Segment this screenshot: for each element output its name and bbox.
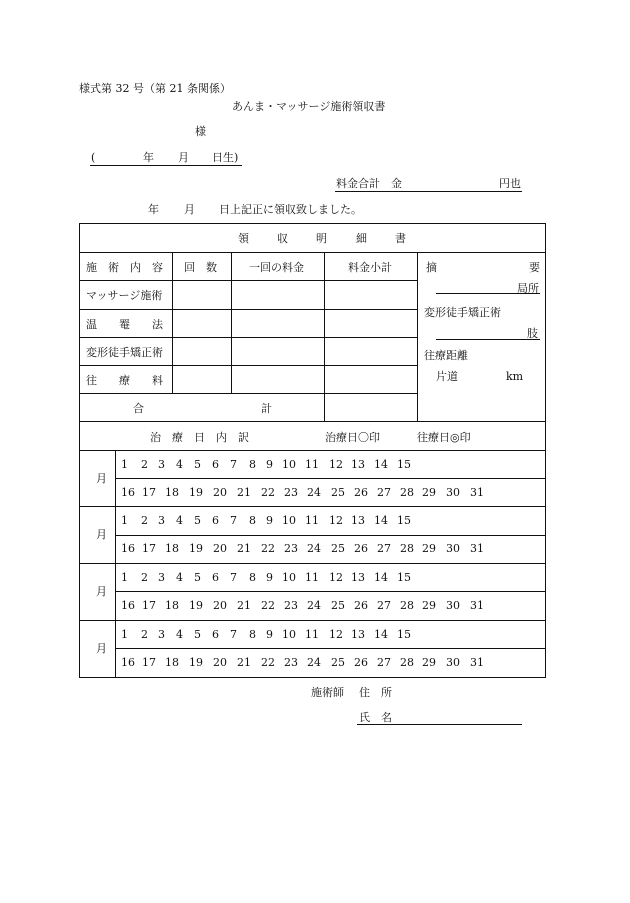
header-item: 施 術 内 容 [86, 261, 163, 274]
total-label-right: 計 [261, 402, 272, 415]
day-number[interactable]: 7 [230, 628, 237, 641]
day-number[interactable]: 19 [189, 542, 203, 555]
header-subtotal: 料金小計 [348, 261, 392, 274]
day-number[interactable]: 22 [261, 656, 275, 669]
day-number[interactable]: 29 [422, 656, 436, 669]
day-number[interactable]: 10 [282, 571, 296, 584]
day-number[interactable]: 12 [329, 458, 343, 471]
day-number[interactable]: 15 [397, 458, 411, 471]
day-number[interactable]: 20 [213, 599, 227, 612]
day-number[interactable]: 30 [446, 542, 460, 555]
total-label-left: 合 [133, 402, 144, 415]
day-number[interactable]: 16 [121, 542, 135, 555]
header-count: 回 数 [184, 261, 217, 274]
day-number[interactable]: 4 [176, 514, 183, 527]
header-remarks-left: 摘 [426, 261, 437, 274]
day-number[interactable]: 18 [165, 542, 179, 555]
day-number[interactable]: 22 [261, 486, 275, 499]
detail-title-char: 細 [356, 232, 367, 245]
day-number[interactable]: 24 [307, 656, 321, 669]
day-number[interactable]: 6 [212, 458, 219, 471]
day-number[interactable]: 3 [158, 514, 165, 527]
day-number[interactable]: 18 [165, 486, 179, 499]
day-number[interactable]: 6 [212, 628, 219, 641]
day-number[interactable]: 3 [158, 628, 165, 641]
addressee-suffix: 様 [195, 125, 206, 138]
table-line [80, 421, 545, 422]
day-number[interactable]: 14 [374, 628, 388, 641]
day-number[interactable]: 22 [261, 542, 275, 555]
received-month-label: 月 [184, 203, 195, 216]
day-number[interactable]: 31 [470, 599, 484, 612]
day-number[interactable]: 9 [266, 514, 273, 527]
detail-title-char: 領 [238, 232, 249, 245]
day-number[interactable]: 2 [141, 628, 148, 641]
day-number[interactable]: 17 [142, 656, 156, 669]
day-number[interactable]: 10 [282, 628, 296, 641]
table-line [115, 648, 545, 649]
day-number[interactable]: 20 [213, 656, 227, 669]
schedule-title: 治 療 日 内 訳 [150, 431, 249, 444]
day-number[interactable]: 1 [121, 458, 128, 471]
day-number[interactable]: 2 [141, 514, 148, 527]
day-number[interactable]: 12 [329, 571, 343, 584]
day-number[interactable]: 20 [213, 542, 227, 555]
day-number[interactable]: 3 [158, 571, 165, 584]
row-label-henkei: 変形徒手矯正術 [86, 346, 163, 359]
day-number[interactable]: 11 [305, 571, 319, 584]
day-number[interactable]: 18 [165, 599, 179, 612]
day-number[interactable]: 23 [284, 656, 298, 669]
day-number[interactable]: 2 [141, 571, 148, 584]
day-number[interactable]: 27 [377, 542, 391, 555]
day-number[interactable]: 6 [212, 571, 219, 584]
remarks-km: km [506, 370, 524, 383]
day-number[interactable]: 29 [422, 486, 436, 499]
day-number[interactable]: 25 [331, 656, 345, 669]
table-line [172, 252, 173, 393]
day-number[interactable]: 4 [176, 628, 183, 641]
table-line [80, 280, 417, 281]
day-number[interactable]: 27 [377, 486, 391, 499]
table-line [115, 591, 545, 592]
day-number[interactable]: 31 [470, 486, 484, 499]
day-number[interactable]: 12 [329, 514, 343, 527]
header-remarks-right: 要 [529, 261, 540, 274]
day-number[interactable]: 7 [230, 514, 237, 527]
day-number[interactable]: 5 [194, 628, 201, 641]
day-number[interactable]: 13 [351, 628, 365, 641]
fee-total-label: 料金合計 金 [336, 177, 402, 190]
day-number[interactable]: 24 [307, 542, 321, 555]
day-number[interactable]: 3 [158, 458, 165, 471]
practitioner-name-label: 氏 名 [359, 711, 392, 724]
day-number[interactable]: 26 [354, 656, 368, 669]
header-unit-fee: 一回の料金 [249, 261, 304, 274]
day-number[interactable]: 17 [142, 599, 156, 612]
day-number[interactable]: 15 [397, 571, 411, 584]
day-number[interactable]: 11 [305, 458, 319, 471]
detail-title-char: 明 [316, 232, 327, 245]
detail-title-char: 書 [395, 232, 406, 245]
day-number[interactable]: 8 [249, 628, 256, 641]
day-number[interactable]: 15 [397, 514, 411, 527]
month-label: 月 [96, 472, 107, 485]
table-line [115, 450, 116, 678]
day-number[interactable]: 29 [422, 599, 436, 612]
day-number[interactable]: 28 [400, 599, 414, 612]
day-number[interactable]: 27 [377, 656, 391, 669]
day-number[interactable]: 21 [237, 542, 251, 555]
fee-total-underline [335, 191, 522, 192]
day-number[interactable]: 8 [249, 458, 256, 471]
day-number[interactable]: 21 [237, 599, 251, 612]
day-number[interactable]: 16 [121, 656, 135, 669]
day-number[interactable]: 30 [446, 486, 460, 499]
day-number[interactable]: 8 [249, 514, 256, 527]
table-line [80, 309, 417, 310]
day-number[interactable]: 24 [307, 486, 321, 499]
form-number: 様式第 32 号（第 21 条関係） [79, 82, 231, 95]
table-line [80, 252, 545, 253]
day-number[interactable]: 1 [121, 514, 128, 527]
day-number[interactable]: 23 [284, 542, 298, 555]
day-number[interactable]: 22 [261, 599, 275, 612]
day-number[interactable]: 13 [351, 458, 365, 471]
day-number[interactable]: 5 [194, 571, 201, 584]
table-line [80, 337, 417, 338]
day-number[interactable]: 24 [307, 599, 321, 612]
practitioner-name-underline [357, 724, 522, 725]
day-number[interactable]: 19 [189, 656, 203, 669]
row-label-oryo: 往 療 料 [86, 374, 163, 387]
table-line [80, 506, 545, 507]
day-number[interactable]: 11 [305, 628, 319, 641]
fee-total-unit: 円也 [499, 177, 521, 190]
day-number[interactable]: 21 [237, 486, 251, 499]
day-number[interactable]: 11 [305, 514, 319, 527]
day-number[interactable]: 9 [266, 571, 273, 584]
day-number[interactable]: 31 [470, 656, 484, 669]
day-number[interactable]: 19 [189, 486, 203, 499]
day-number[interactable]: 7 [230, 458, 237, 471]
day-number[interactable]: 19 [189, 599, 203, 612]
birth-underline [90, 165, 242, 166]
day-number[interactable]: 18 [165, 656, 179, 669]
table-line [324, 252, 325, 421]
day-number[interactable]: 16 [121, 486, 135, 499]
day-number[interactable]: 30 [446, 656, 460, 669]
table-line [80, 450, 545, 451]
row-label-massage: マッサージ施術 [86, 289, 163, 302]
received-year-label: 年 [148, 203, 159, 216]
day-number[interactable]: 12 [329, 628, 343, 641]
day-number[interactable]: 27 [377, 599, 391, 612]
birth-open-paren: ( [91, 151, 96, 164]
table-line [80, 393, 417, 394]
day-number[interactable]: 14 [374, 458, 388, 471]
day-number[interactable]: 13 [351, 514, 365, 527]
birth-month-label: 月 [178, 151, 189, 164]
day-number[interactable]: 6 [212, 514, 219, 527]
day-number[interactable]: 28 [400, 486, 414, 499]
month-label: 月 [96, 528, 107, 541]
day-number[interactable]: 5 [194, 514, 201, 527]
remarks-underline [436, 339, 540, 340]
day-number[interactable]: 10 [282, 458, 296, 471]
day-number[interactable]: 14 [374, 514, 388, 527]
day-number[interactable]: 7 [230, 571, 237, 584]
day-number[interactable]: 25 [331, 486, 345, 499]
day-number[interactable]: 14 [374, 571, 388, 584]
day-number[interactable]: 31 [470, 542, 484, 555]
day-number[interactable]: 17 [142, 486, 156, 499]
table-line [231, 252, 232, 393]
receipt-detail-table [79, 223, 546, 678]
day-number[interactable]: 5 [194, 458, 201, 471]
day-number[interactable]: 9 [266, 458, 273, 471]
day-number[interactable]: 15 [397, 628, 411, 641]
birth-year-label: 年 [143, 151, 154, 164]
month-label: 月 [96, 642, 107, 655]
day-number[interactable]: 1 [121, 571, 128, 584]
day-number[interactable]: 4 [176, 571, 183, 584]
day-number[interactable]: 23 [284, 486, 298, 499]
day-number[interactable]: 13 [351, 571, 365, 584]
day-number[interactable]: 1 [121, 628, 128, 641]
day-number[interactable]: 4 [176, 458, 183, 471]
day-number[interactable]: 26 [354, 486, 368, 499]
day-number[interactable]: 29 [422, 542, 436, 555]
schedule-legend-visit: 往療日◎印 [417, 431, 471, 444]
day-number[interactable]: 20 [213, 486, 227, 499]
table-line [115, 535, 545, 536]
remarks-katamichi: 片道 [436, 370, 458, 383]
remarks-henkei: 変形徒手矯正術 [424, 306, 501, 319]
row-label-onanpo: 温 罨 法 [86, 318, 163, 331]
day-number[interactable]: 9 [266, 628, 273, 641]
practitioner-address-label: 住 所 [359, 686, 392, 699]
day-number[interactable]: 23 [284, 599, 298, 612]
day-number[interactable]: 30 [446, 599, 460, 612]
schedule-legend-treat: 治療日〇印 [325, 431, 380, 444]
month-label: 月 [96, 585, 107, 598]
day-number[interactable]: 17 [142, 542, 156, 555]
day-number[interactable]: 16 [121, 599, 135, 612]
day-number[interactable]: 26 [354, 542, 368, 555]
doc-title: あんま・マッサージ施術領収書 [232, 100, 386, 113]
day-number[interactable]: 25 [331, 599, 345, 612]
received-statement: 日上記正に領収致しました。 [219, 203, 362, 216]
table-line [80, 365, 417, 366]
day-number[interactable]: 25 [331, 542, 345, 555]
day-number[interactable]: 10 [282, 514, 296, 527]
day-number[interactable]: 21 [237, 656, 251, 669]
practitioner-label: 施術師 [311, 686, 344, 699]
day-number[interactable]: 8 [249, 571, 256, 584]
day-number[interactable]: 26 [354, 599, 368, 612]
day-number[interactable]: 2 [141, 458, 148, 471]
day-number[interactable]: 28 [400, 542, 414, 555]
remarks-kyokusho: 局所 [517, 282, 539, 295]
table-line [80, 563, 545, 564]
birth-day-label: 日生) [212, 151, 239, 164]
remarks-oryo-kyori: 往療距離 [424, 349, 468, 362]
day-number[interactable]: 28 [400, 656, 414, 669]
table-line [115, 478, 545, 479]
remarks-shi: 肢 [527, 327, 538, 340]
detail-title-char: 収 [277, 232, 288, 245]
table-line [417, 252, 418, 421]
table-line [80, 620, 545, 621]
